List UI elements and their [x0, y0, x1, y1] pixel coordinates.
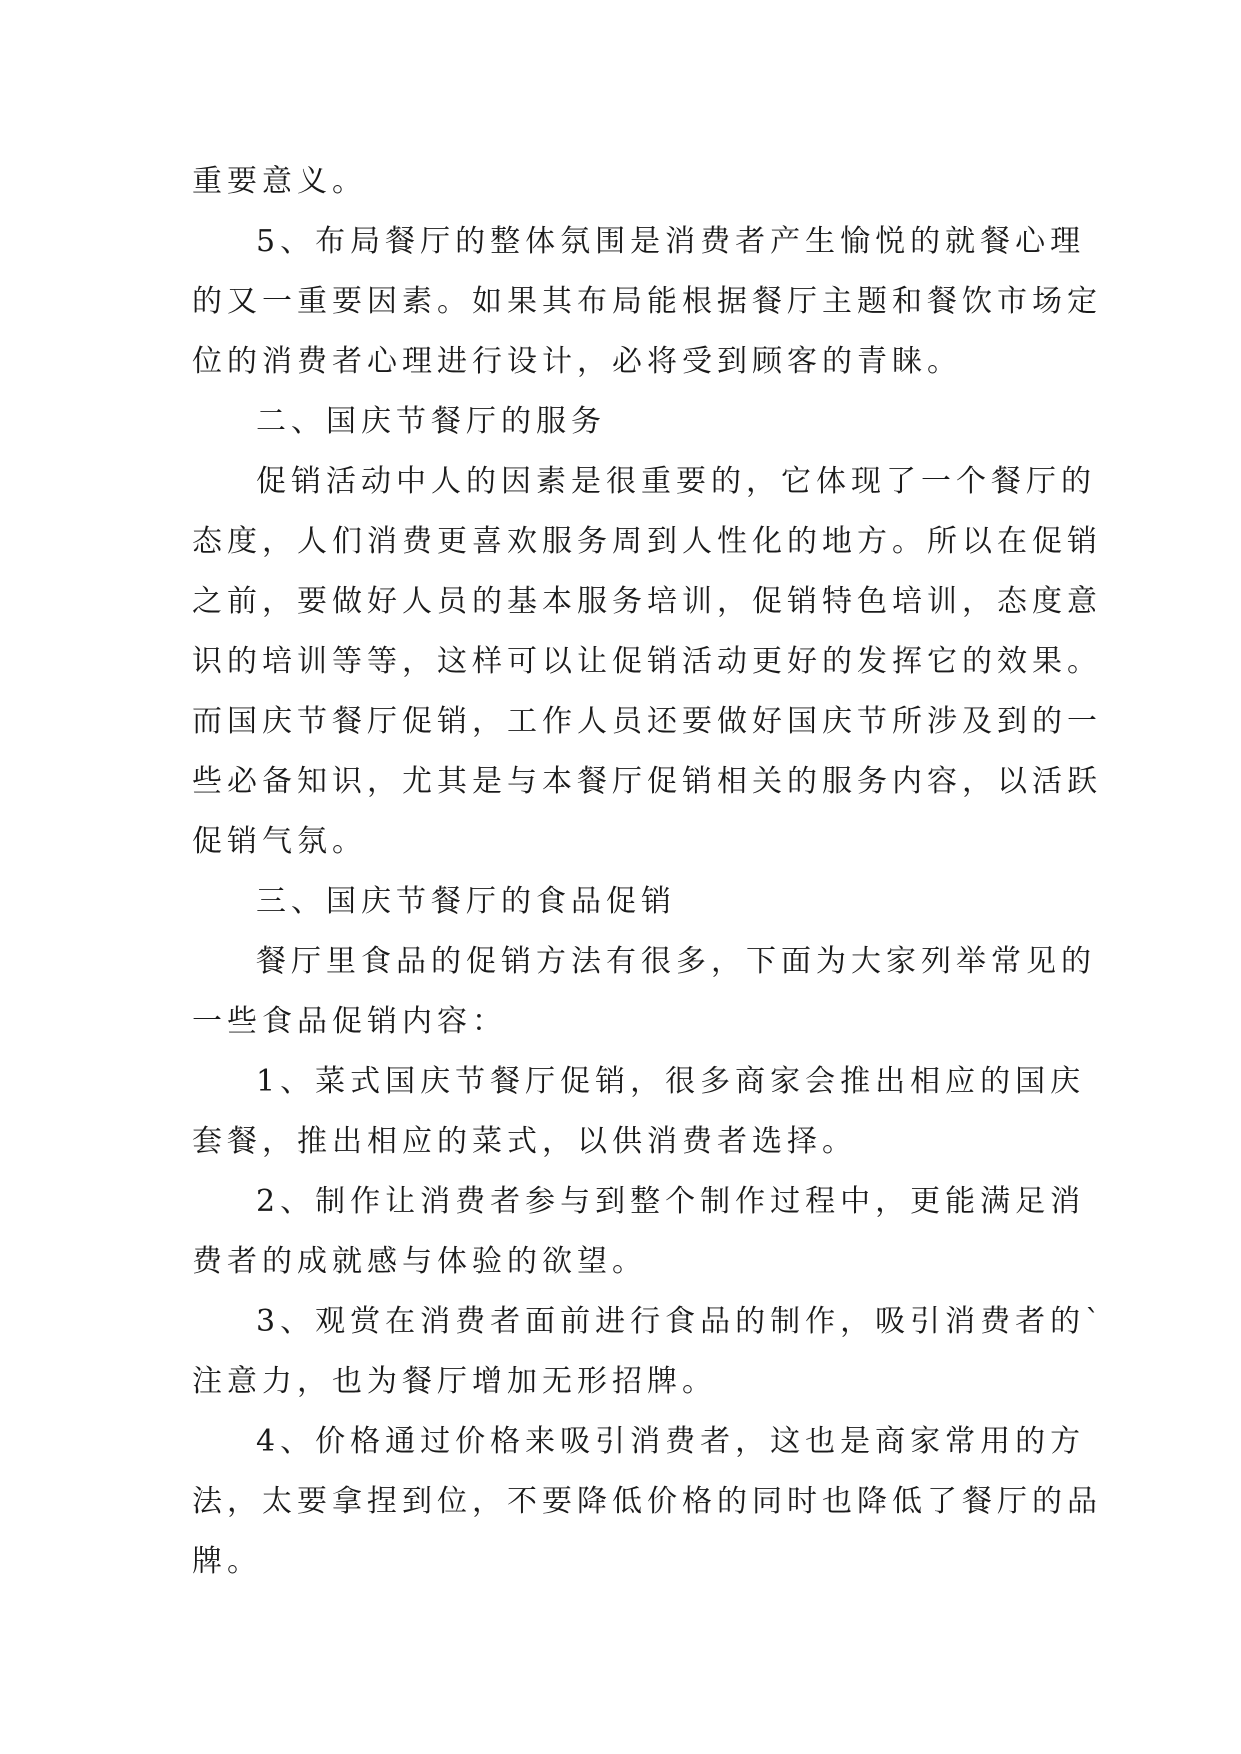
text-line: 而国庆节餐厅促销，工作人员还要做好国庆节所涉及到的一 [192, 704, 1102, 739]
section-heading: 三、国庆节餐厅的食品促销 [256, 884, 676, 919]
text-line: 3、观赏在消费者面前进行食品的制作，吸引消费者的` [256, 1304, 1106, 1339]
text-line: 套餐，推出相应的菜式，以供消费者选择。 [192, 1124, 857, 1159]
section-heading: 二、国庆节餐厅的服务 [256, 404, 606, 439]
text-line: 注意力，也为餐厅增加无形招牌。 [192, 1364, 717, 1399]
text-line: 识的培训等等，这样可以让促销活动更好的发挥它的效果。 [192, 644, 1102, 679]
text-line: 促销气氛。 [192, 824, 367, 859]
text-line: 牌。 [192, 1544, 262, 1579]
text-line: 促销活动中人的因素是很重要的，它体现了一个餐厅的 [256, 464, 1096, 499]
text-line: 1、菜式国庆节餐厅促销，很多商家会推出相应的国庆 [256, 1064, 1086, 1099]
text-line: 5、布局餐厅的整体氛围是消费者产生愉悦的就餐心理 [256, 224, 1086, 259]
text-line: 的又一重要因素。如果其布局能根据餐厅主题和餐饮市场定 [192, 284, 1102, 319]
text-line: 2、制作让消费者参与到整个制作过程中，更能满足消 [256, 1184, 1086, 1219]
text-line: 餐厅里食品的促销方法有很多，下面为大家列举常见的 [256, 944, 1096, 979]
text-line: 费者的成就感与体验的欲望。 [192, 1244, 647, 1279]
text-line: 态度，人们消费更喜欢服务周到人性化的地方。所以在促销 [192, 524, 1102, 559]
text-line: 位的消费者心理进行设计，必将受到顾客的青睐。 [192, 344, 962, 379]
text-line: 一些食品促销内容： [192, 1004, 507, 1039]
text-line: 法，太要拿捏到位，不要降低价格的同时也降低了餐厅的品 [192, 1484, 1102, 1519]
text-line: 重要意义。 [192, 164, 367, 199]
text-line: 之前，要做好人员的基本服务培训，促销特色培训，态度意 [192, 584, 1102, 619]
document-page [192, 152, 1106, 1592]
text-line: 4、价格通过价格来吸引消费者，这也是商家常用的方 [256, 1424, 1086, 1459]
text-line: 些必备知识，尤其是与本餐厅促销相关的服务内容，以活跃 [192, 764, 1102, 799]
